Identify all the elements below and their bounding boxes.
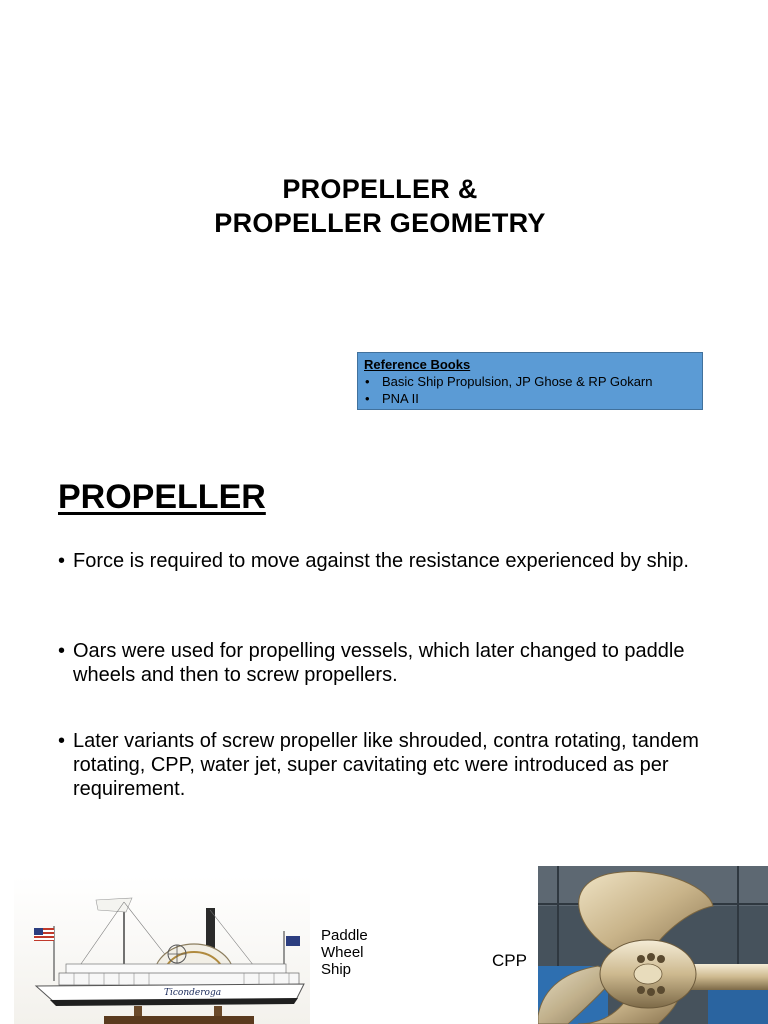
cpp-caption: CPP (492, 951, 527, 970)
bullet-dot: • (58, 550, 66, 572)
caption-line: Wheel (321, 944, 364, 961)
bullet-item (58, 549, 713, 573)
bullet-text: Later variants of screw propeller like shrouded, contra rotating, tandem rotating, CPP, water jet, super cavitating etc were introduced as per requirement. (73, 730, 699, 800)
paddle-wheel-caption (321, 927, 368, 978)
title-line-1: PROPELLER & (282, 174, 478, 204)
reference-item-text: PNA II (382, 391, 419, 406)
bullet-dot: • (58, 730, 66, 752)
ship-name-label: Ticonderoga (164, 988, 222, 998)
section-heading: PROPELLER (58, 478, 266, 516)
cpp-propeller-image (538, 866, 768, 1024)
bullet-dot: • (365, 374, 370, 389)
slide-title (0, 172, 760, 240)
reference-item (364, 390, 696, 407)
reference-books-heading: Reference Books (364, 357, 471, 372)
bullet-text: Force is required to move against the resistance experienced by ship. (73, 550, 689, 572)
bullet-dot: • (365, 391, 370, 406)
title-line-2: PROPELLER GEOMETRY (214, 208, 546, 238)
caption-line: Ship (321, 961, 352, 978)
caption-line: Paddle (321, 927, 368, 944)
bullet-item (58, 639, 713, 687)
bullet-text: Oars were used for propelling vessels, which later changed to paddle wheels and then to screw propellers. (73, 640, 685, 686)
paddle-wheel-ship-image (14, 876, 310, 1024)
reference-item-text: Basic Ship Propulsion, JP Ghose & RP Gokarn (382, 374, 653, 389)
reference-item (364, 373, 696, 390)
reference-books-box (357, 352, 703, 410)
bullet-dot: • (58, 640, 66, 662)
bullet-item (58, 729, 713, 801)
